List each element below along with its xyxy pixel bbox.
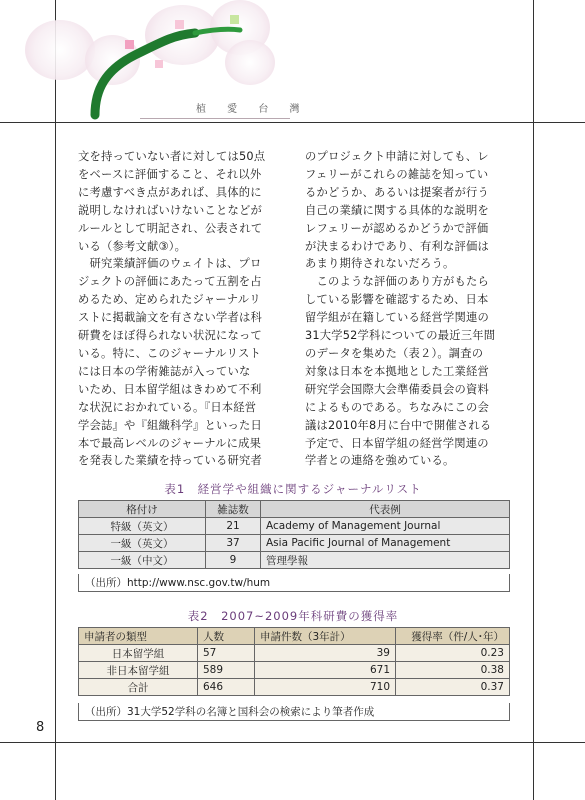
table-header-row: [79, 501, 510, 518]
table-header-cell: 格付け: [79, 501, 206, 518]
right-text-column: [305, 148, 495, 470]
text-line: フェリーがこれらの雑誌を知ってい: [305, 167, 489, 181]
text-line: に考慮すべき点があれば、具体的に: [78, 185, 262, 199]
text-line: 文を持っていない者に対しては50点: [78, 150, 266, 163]
table-header-cell: 雑誌数: [206, 501, 261, 518]
table-cell: 57: [198, 645, 255, 662]
table-cell: 合計: [79, 679, 198, 696]
text-line: のプロジェクト申請に対しても、レ: [305, 150, 489, 163]
table-header-cell: 獲得率（件/人･年）: [396, 628, 510, 645]
text-line: るかどうか、あるいは提案者が行う: [305, 185, 489, 199]
table-row: [79, 662, 510, 679]
text-line: している影響を確認するため、日本: [305, 293, 489, 307]
text-line: いため、日本留学組はきわめて不利: [78, 382, 262, 396]
table-cell: 日本留学組: [79, 645, 198, 662]
table-cell: Asia Pacific Journal of Management: [261, 535, 510, 552]
text-line: 学会誌』や『組織科学』といった日: [78, 418, 262, 432]
text-line: ジェクトの評価にあたって五割を占: [78, 275, 262, 289]
text-line: が決まるわけであり、有利な評価は: [305, 239, 489, 253]
table-header-cell: 申請件数（3年計）: [255, 628, 396, 645]
text-line: ルールとして明記され、公表されて: [78, 221, 263, 235]
left-text-column: [78, 148, 265, 470]
text-line: いる（参考文献③）。: [78, 239, 187, 253]
table-cell: 710: [255, 679, 396, 696]
journal-list-table: [78, 500, 510, 569]
text-line: ストに掲載論文を有さない学者は科: [78, 311, 262, 325]
table2-caption: 表2 2007~2009年科研費の獲得率: [187, 609, 399, 623]
table-header-cell: 代表例: [261, 501, 510, 518]
header-tagline: 植 愛 台 灣: [196, 104, 309, 115]
text-line: 本で最高レベルのジャーナルに成果: [78, 436, 262, 450]
text-line: を発表した業績を持っている研究者: [78, 454, 262, 468]
page-number: 8: [36, 720, 45, 735]
table-row: [79, 679, 510, 696]
table-cell: 21: [206, 518, 261, 535]
table-header-cell: 申請者の類型: [79, 628, 198, 645]
header-rule: [140, 118, 290, 119]
table-cell: 39: [255, 645, 396, 662]
table-row: [79, 645, 510, 662]
table2-source: （出所）31大学52学科の名簿と国科会の検索により筆者作成: [78, 703, 510, 721]
text-line: 研究学会国際大会準備委員会の資料: [305, 382, 489, 396]
table-cell: 特級（英文）: [79, 518, 206, 535]
text-line: 説明しなければいけないことなどが: [78, 203, 262, 217]
text-line: 31大学52学科についての最近三年間: [305, 329, 496, 343]
table-cell: 646: [198, 679, 255, 696]
text-line: レフェリーが認めるかどうかで評価: [305, 221, 489, 235]
table-row: [79, 535, 510, 552]
text-line: 自己の業績に関する具体的な説明を: [305, 203, 489, 217]
crop-mark: [533, 0, 534, 800]
text-line: のデータを集めた（表２）。調査の: [305, 346, 484, 360]
table-header-row: [79, 628, 510, 645]
table-cell: 671: [255, 662, 396, 679]
text-line: 研費をほぼ得られない状況になって: [78, 329, 262, 343]
table-header-cell: 人数: [198, 628, 255, 645]
table-cell: 0.38: [396, 662, 510, 679]
text-line: 研究業績評価のウェイトは、プロ: [78, 257, 262, 271]
text-line: このような評価のあり方がもたら: [305, 275, 489, 289]
table-cell: 37: [206, 535, 261, 552]
table-cell: 一級（英文）: [79, 535, 206, 552]
table-cell: 非日本留学組: [79, 662, 198, 679]
text-line: をベースに評価すること、それ以外: [78, 167, 262, 181]
table1-caption: 表1 経営学や組織に関するジャーナルリスト: [164, 482, 422, 496]
table-row: [79, 518, 510, 535]
text-line: いる。特に、このジャーナルリスト: [78, 346, 261, 360]
text-line: めるため、定められたジャーナルリ: [78, 293, 261, 307]
text-line: には日本の学術雑誌が入っていな: [78, 364, 251, 378]
table-cell: 0.37: [396, 679, 510, 696]
text-line: な状況におかれている。『日本経営: [78, 400, 257, 414]
text-line: 予定で、日本留学組の経営学関連の: [305, 436, 489, 450]
text-line: 対象は日本を本拠地とした工業経営: [305, 364, 489, 378]
table-cell: 管理學報: [261, 552, 510, 569]
crop-mark: [0, 742, 585, 743]
table1-source: （出所）http://www.nsc.gov.tw/hum: [78, 574, 510, 592]
table-cell: 9: [206, 552, 261, 569]
table-row: [79, 552, 510, 569]
table-cell: 0.23: [396, 645, 510, 662]
text-line: あまり期待されないだろう。: [305, 257, 455, 271]
table-cell: Academy of Management Journal: [261, 518, 510, 535]
text-line: 議は2010年8月に台中で開催される: [305, 418, 492, 432]
table-cell: 589: [198, 662, 255, 679]
table-cell: 一級（中文）: [79, 552, 206, 569]
text-line: 留学組が在籍している経営学関連の: [305, 311, 489, 325]
text-line: 学者との連絡を強めている。: [305, 454, 455, 468]
text-line: によるものである。ちなみにこの会: [305, 400, 489, 414]
grant-rate-table: [78, 627, 510, 696]
